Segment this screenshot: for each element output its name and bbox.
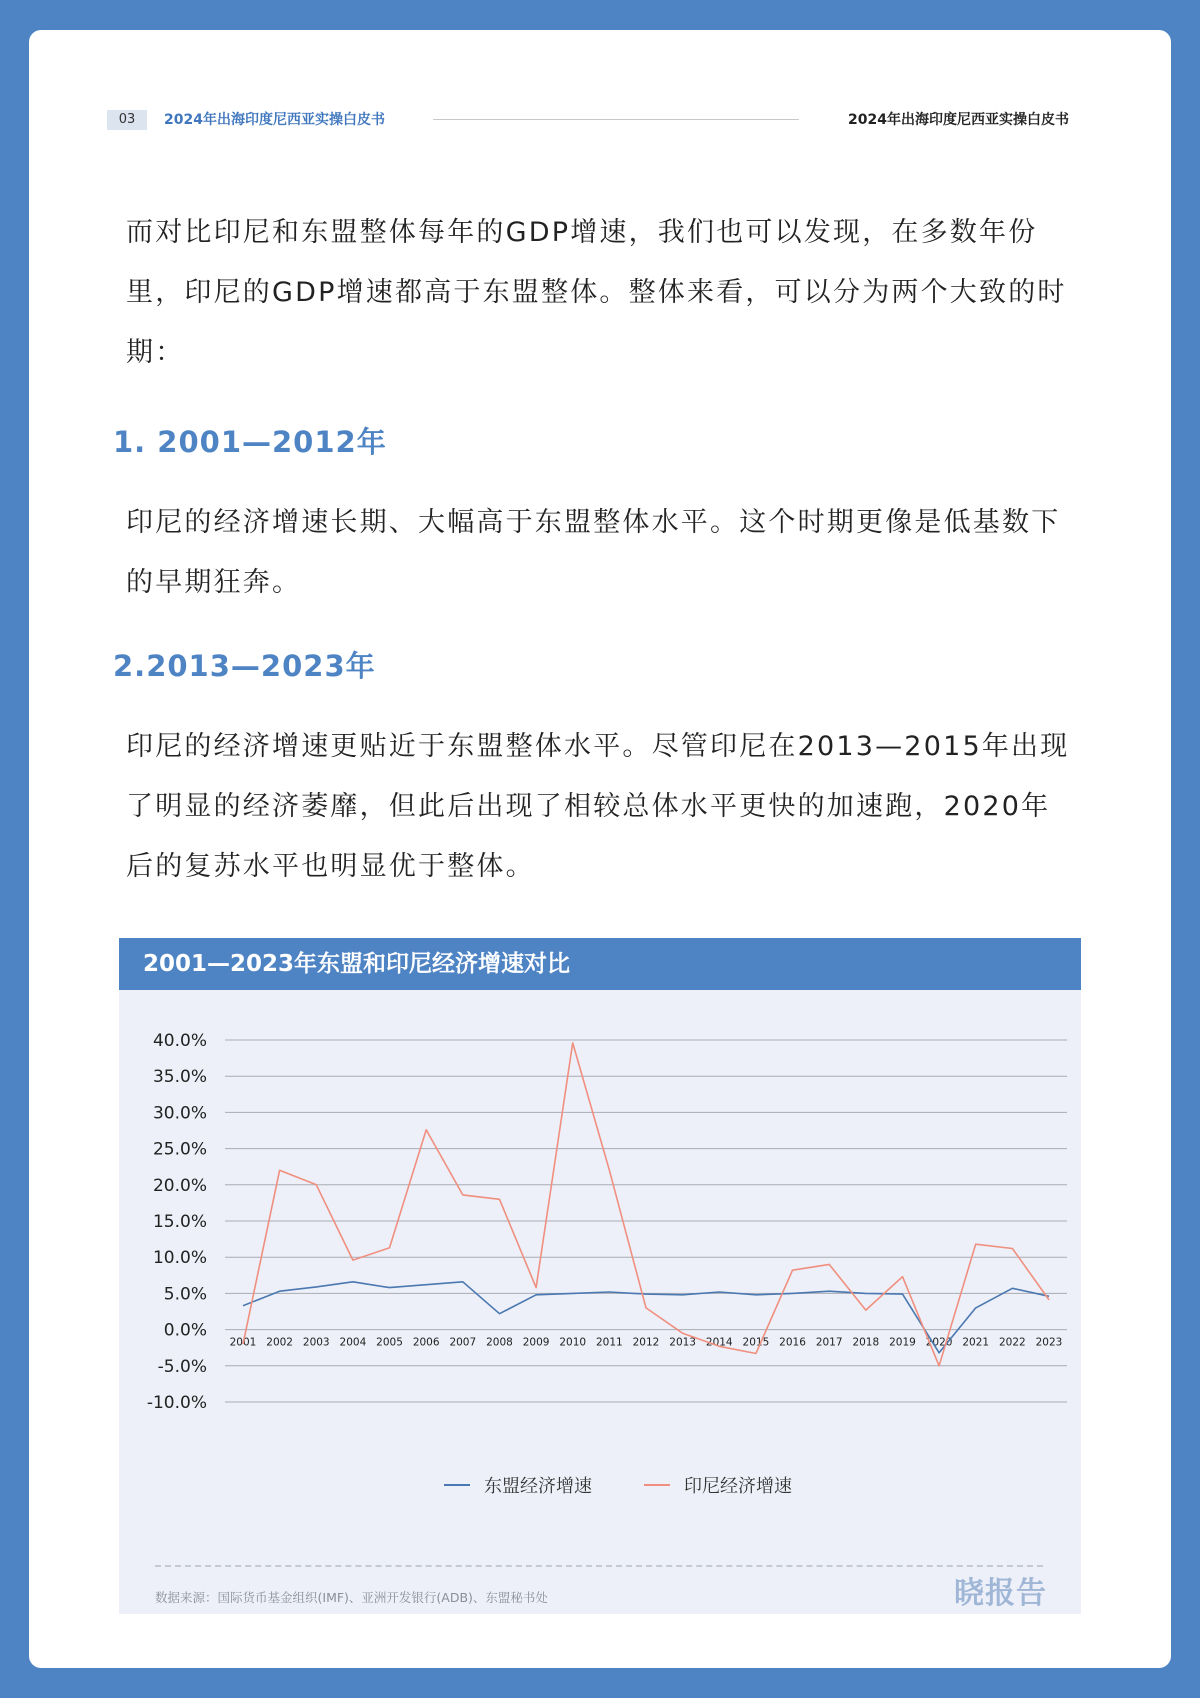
x-tick-label: 2003 <box>302 1336 330 1349</box>
y-tick-label: 25.0% <box>152 1139 207 1160</box>
y-tick-label: 0.0% <box>163 1320 207 1341</box>
series-line-indonesia <box>243 1043 1049 1366</box>
x-tick-label: 2007 <box>449 1336 477 1349</box>
x-tick-label: 2019 <box>889 1336 916 1349</box>
header-divider <box>433 119 799 120</box>
x-tick-label: 2015 <box>742 1336 770 1349</box>
y-tick-label: 35.0% <box>152 1067 207 1088</box>
y-tick-label: 15.0% <box>152 1212 207 1232</box>
chart-legend <box>119 1470 1081 1500</box>
x-tick-label: 2002 <box>266 1336 294 1349</box>
y-tick-label: -10.0% <box>146 1393 207 1413</box>
legend-swatch-asean <box>444 1484 470 1486</box>
header-title-right: 2024年出海印度尼西亚实操白皮书 <box>848 112 1069 128</box>
x-tick-label: 2014 <box>705 1336 733 1349</box>
y-tick-label: 40.0% <box>152 1031 207 1051</box>
data-source: 数据来源：国际货币基金组织(IMF)、亚洲开发银行(ADB)、东盟秘书处 <box>155 1590 548 1605</box>
x-tick-label: 2020 <box>925 1336 953 1349</box>
footer-divider <box>155 1565 1043 1567</box>
x-tick-label: 2018 <box>852 1336 880 1349</box>
y-tick-label: 10.0% <box>152 1248 207 1269</box>
line-chart <box>119 990 1081 1470</box>
x-tick-label: 2021 <box>962 1336 990 1349</box>
section1-paragraph: 印尼的经济增速长期、大幅高于东盟整体水平。这个时期更像是低基数下的早期狂奔。 <box>126 507 1061 598</box>
legend-swatch-indonesia <box>644 1484 670 1486</box>
page <box>29 30 1171 1668</box>
y-tick-label: 20.0% <box>152 1175 207 1196</box>
legend-label-asean: 东盟经济增速 <box>484 1476 592 1497</box>
y-tick-label: 30.0% <box>152 1103 207 1124</box>
section2-heading: 2.2013—2023年 <box>113 649 376 683</box>
intro-paragraph: 而对比印尼和东盟整体每年的GDP增速，我们也可以发现，在多数年份里，印尼的GDP增速都高于东盟整体。整体来看，可以分为两个大致的时期： <box>126 217 1067 368</box>
x-tick-label: 2016 <box>779 1336 806 1349</box>
brand-logo: 晓报告 <box>954 1576 1047 1611</box>
chart-title: 2001—2023年东盟和印尼经济增速对比 <box>143 951 571 977</box>
chart-title-bar <box>119 938 1081 990</box>
header-title-left: 2024年出海印度尼西亚实操白皮书 <box>164 112 385 128</box>
section1-heading: 1. 2001—2012年 <box>113 425 387 459</box>
y-tick-label: 5.0% <box>163 1284 207 1305</box>
x-tick-label: 2001 <box>229 1336 257 1349</box>
section2-paragraph: 印尼的经济增速更贴近于东盟整体水平。尽管印尼在2013—2015年出现了明显的经济萎靡，但此后出现了相较总体水平更快的加速跑，2020年后的复苏水平也明显优于整体。 <box>126 731 1070 882</box>
x-tick-label: 2017 <box>815 1336 843 1349</box>
page-number: 03 <box>107 110 147 130</box>
x-tick-label: 2008 <box>486 1336 513 1349</box>
x-tick-label: 2005 <box>376 1336 403 1349</box>
x-tick-label: 2023 <box>1035 1336 1063 1349</box>
y-tick-label: -5.0% <box>157 1356 207 1377</box>
chart-card <box>119 938 1081 1614</box>
x-tick-label: 2006 <box>412 1336 440 1349</box>
x-tick-label: 2012 <box>632 1336 660 1349</box>
legend-label-indonesia: 印尼经济增速 <box>684 1476 792 1497</box>
x-tick-label: 2013 <box>669 1336 697 1349</box>
x-tick-label: 2022 <box>998 1336 1026 1349</box>
x-tick-label: 2011 <box>595 1336 623 1349</box>
x-tick-label: 2009 <box>522 1336 550 1349</box>
x-tick-label: 2010 <box>559 1336 587 1349</box>
x-tick-label: 2004 <box>339 1336 367 1349</box>
